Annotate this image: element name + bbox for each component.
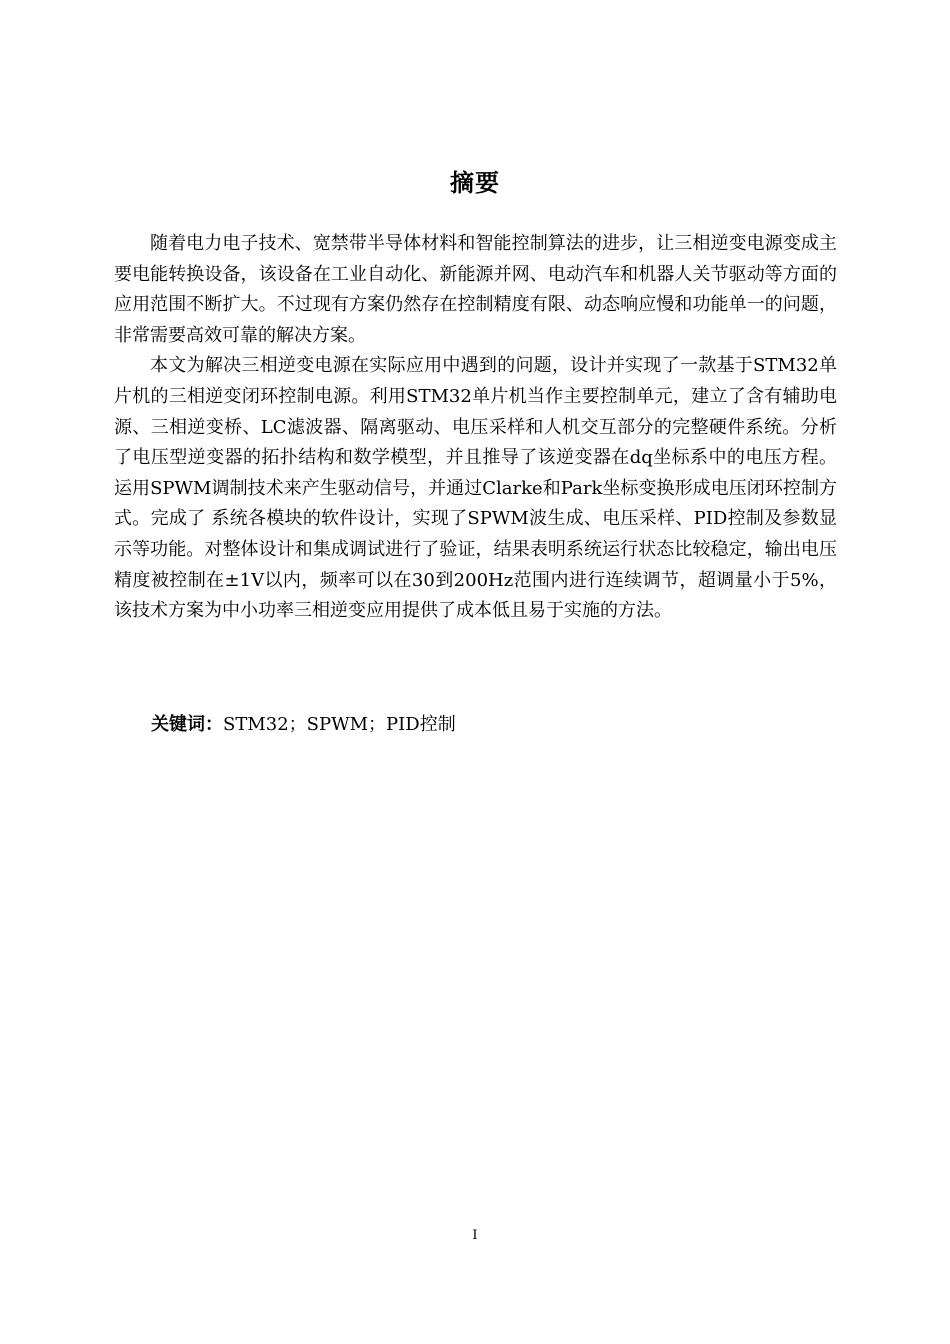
page-title: 摘要 xyxy=(450,169,500,197)
keywords-value: STM32；SPWM；PID控制 xyxy=(223,714,456,735)
keywords-line xyxy=(151,712,456,738)
abstract-body xyxy=(114,229,837,627)
page-number: I xyxy=(472,1228,478,1243)
abstract-paragraph-2: 本文为解决三相逆变电源在实际应用中遇到的问题，设计并实现了一款基于STM32单片机的三相逆变闭环控制电源。利用STM32单片机当作主要控制单元，建立了含有辅助电源、三相逆变桥、LC滤波器、隔离驱动、电压采样和人机交互部分的完整硬件系统。分析了电压型逆变器的拓扑结构和数学模型，并且推导了该逆变器在dq坐标系中的电压方程。运用SPWM调制技术来产生驱动信号，并通过Clarke和Park坐标变换形成电压闭环控制方式。完成了 系统各模块的软件设计，实现了SPWM波生成、电压采样、PID控制及参数显示等功能。对整体设计和集成调试进行了验证，结果表明系统运行状态比较稳定，输出电压精度被控制在±1V以内，频率可以在30到200Hz范围内进行连续调节，超调量小于5%，该技术方案为中小功率三相逆变应用提供了成本低且易于实施的方法。 xyxy=(114,355,837,622)
keywords-label: 关键词： xyxy=(151,714,223,735)
abstract-paragraph-1: 随着电力电子技术、宽禁带半导体材料和智能控制算法的进步，让三相逆变电源变成主要电能转换设备，该设备在工业自动化、新能源并网、电动汽车和机器人关节驱动等方面的应用范围不断扩大。不过现有方案仍然存在控制精度有限、动态响应慢和功能单一的问题，非常需要高效可靠的解决方案。 xyxy=(114,233,837,346)
